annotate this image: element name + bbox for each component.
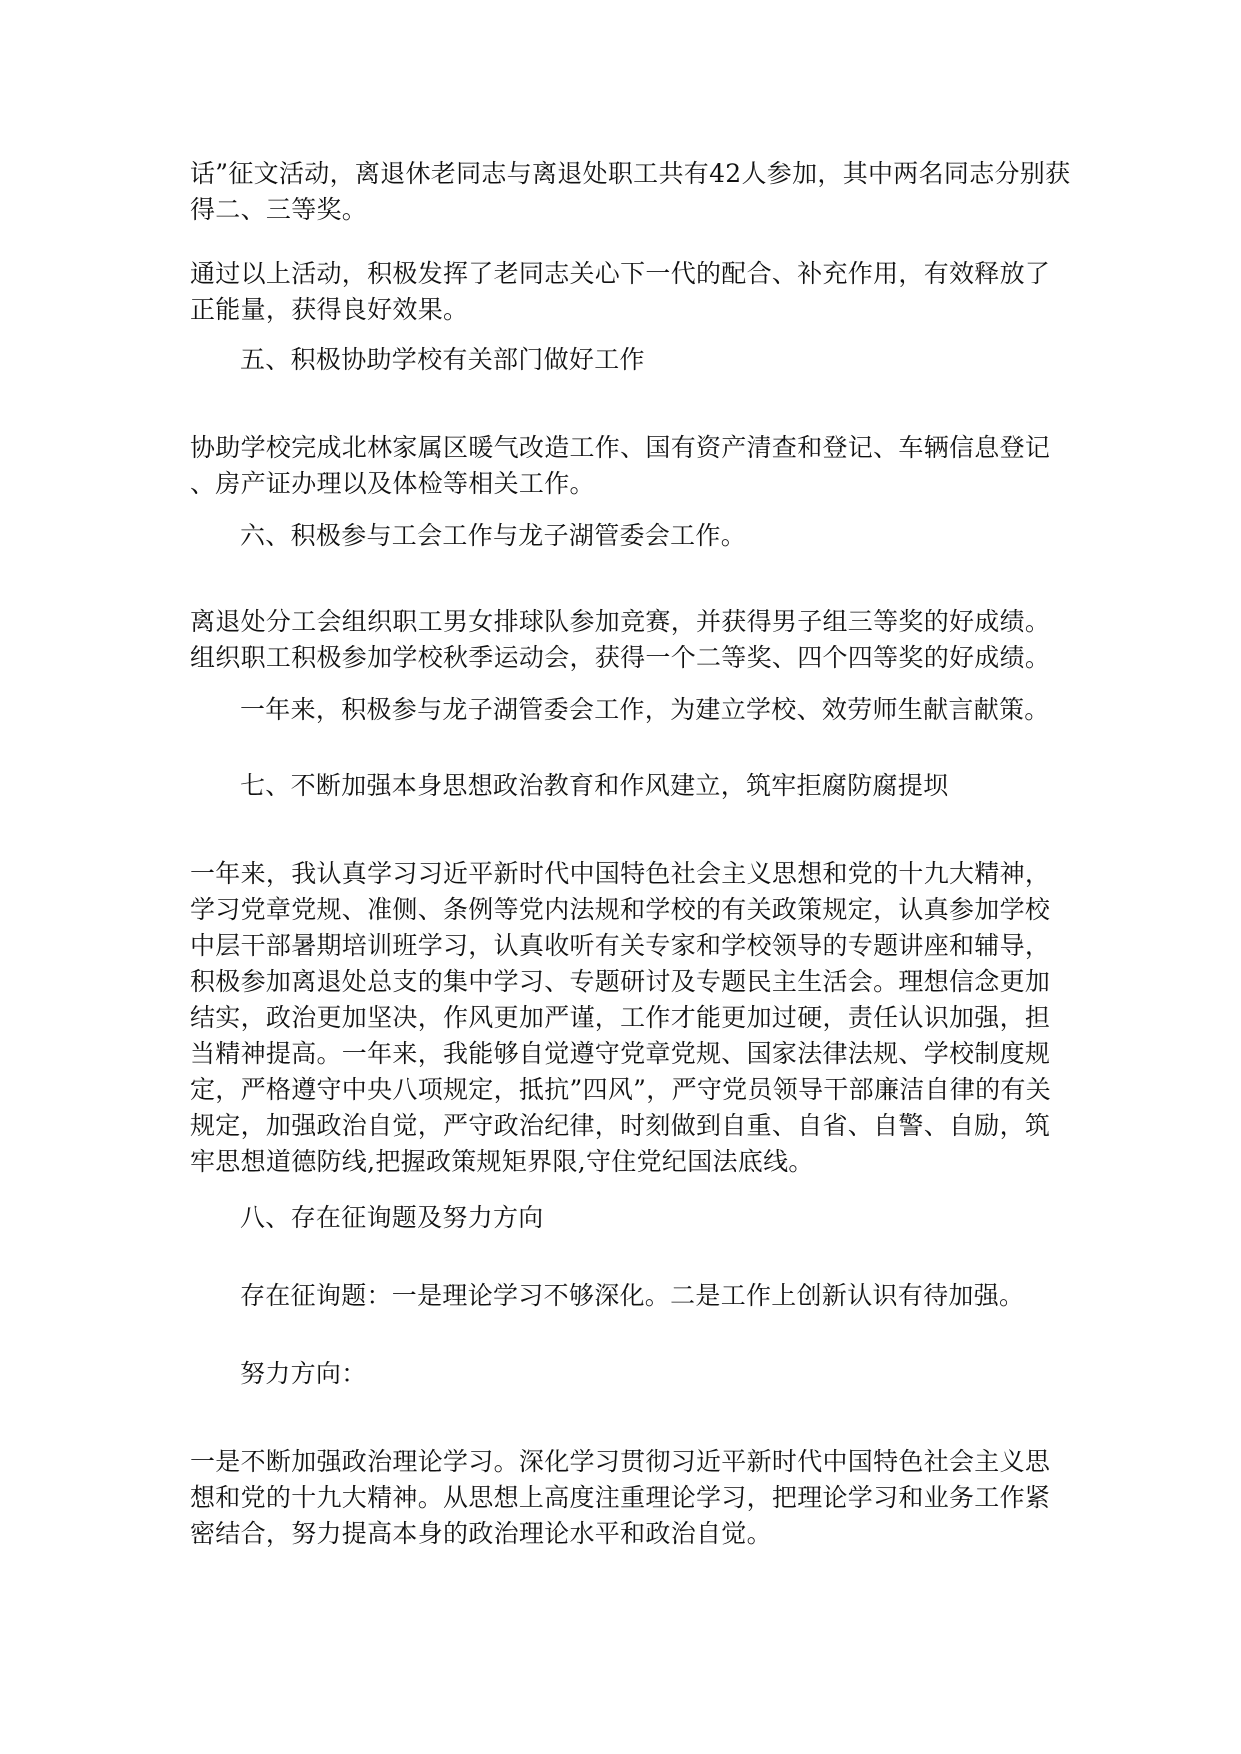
text-line: 正能量，获得良好效果。	[190, 295, 469, 324]
text-line: 学习党章党规、准侧、条例等党内法规和学校的有关政策规定，认真参加学校	[190, 895, 1051, 924]
heading-section-seven	[240, 768, 1040, 804]
text-line: 规定，加强政治自觉，严守政治纪律，时刻做到自重、自省、自警、自励，筑	[190, 1111, 1051, 1140]
text-line: 得二、三等奖。	[190, 195, 368, 224]
text-line: 一是不断加强政治理论学习。深化学习贯彻习近平新时代中国特色社会主义思	[190, 1447, 1051, 1476]
text-line: 组织职工积极参加学校秋季运动会，获得一个二等奖、四个四等奖的好成绩。	[190, 643, 1051, 672]
heading-text: 五、积极协助学校有关部门做好工作	[240, 345, 645, 374]
heading-section-six	[240, 518, 1040, 554]
text-line: 离退处分工会组织职工男女排球队参加竞赛，并获得男子组三等奖的好成绩。	[190, 607, 1051, 636]
paragraph-union-work	[190, 604, 1051, 676]
heading-text: 六、积极参与工会工作与龙子湖管委会工作。	[240, 521, 747, 550]
text-line: 积极参加离退处总支的集中学习、专题研讨及专题民主生活会。理想信念更加	[190, 967, 1051, 996]
paragraph-essay-activity	[190, 156, 1071, 228]
paragraph-political-study	[190, 856, 1052, 1180]
paragraph-theory-study	[190, 1444, 1051, 1552]
paragraph-existing-problems	[240, 1278, 1040, 1314]
text-line: 牢思想道德防线,把握政策规矩界限,守住党纪国法底线。	[190, 1147, 814, 1176]
text-line: 结实，政治更加坚决，作风更加严谨，工作才能更加过硬，责任认识加强，担	[190, 1003, 1051, 1032]
heading-text: 八、存在征询题及努力方向	[240, 1203, 544, 1232]
heading-text: 七、不断加强本身思想政治教育和作风建立，筑牢拒腐防腐提坝	[240, 771, 949, 800]
text-line: 存在征询题：一是理论学习不够深化。二是工作上创新认识有待加强。	[240, 1281, 1025, 1310]
text-line: 中层干部暑期培训班学习，认真收听有关专家和学校领导的专题讲座和辅导，	[190, 931, 1051, 960]
heading-section-five	[240, 342, 1040, 378]
text-line: 一年来，我认真学习习近平新时代中国特色社会主义思想和党的十九大精神，	[190, 859, 1051, 888]
text-line: 话”征文活动，离退休老同志与离退处职工共有42人参加，其中两名同志分别获	[190, 159, 1071, 188]
heading-section-eight	[240, 1200, 1040, 1236]
text-line: 想和党的十九大精神。从思想上高度注重理论学习，把理论学习和业务工作紧	[190, 1483, 1051, 1512]
text-line: 定，严格遵守中央八项规定，抵抗”四风”，严守党员领导干部廉洁自律的有关	[190, 1075, 1052, 1104]
paragraph-assist-school	[190, 430, 1051, 502]
text-line: 一年来，积极参与龙子湖管委会工作，为建立学校、效劳师生献言献策。	[240, 695, 1050, 724]
heading-effort-direction	[240, 1356, 1040, 1392]
text-line: 、房产证办理以及体检等相关工作。	[190, 469, 595, 498]
text-line: 当精神提高。一年来，我能够自觉遵守党章党规、国家法律法规、学校制度规	[190, 1039, 1051, 1068]
paragraph-committee-work	[240, 692, 1050, 728]
paragraph-activity-effect	[190, 256, 1051, 328]
text-line: 通过以上活动，积极发挥了老同志关心下一代的配合、补充作用，有效释放了	[190, 259, 1051, 288]
text-line: 协助学校完成北林家属区暖气改造工作、国有资产清查和登记、车辆信息登记	[190, 433, 1051, 462]
heading-text: 努力方向：	[240, 1359, 367, 1388]
text-line: 密结合，努力提高本身的政治理论水平和政治自觉。	[190, 1519, 772, 1548]
